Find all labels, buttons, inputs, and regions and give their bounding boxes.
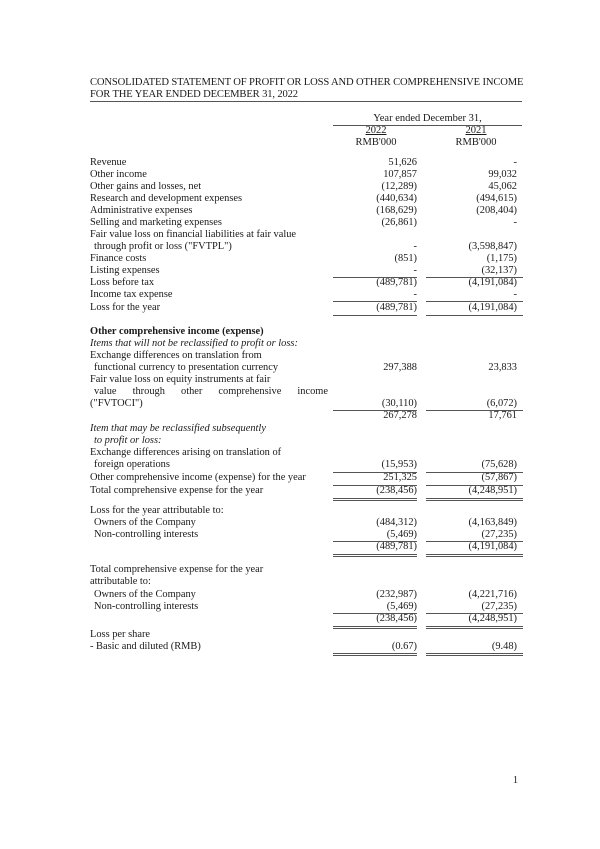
subsection-heading: Items that will not be reclassified to profit or loss: bbox=[90, 338, 298, 349]
title-line-1: CONSOLIDATED STATEMENT OF PROFIT OR LOSS AND OTHER COMPREHENSIVE INCOME bbox=[90, 77, 524, 88]
column-unit: RMB'000 bbox=[455, 136, 497, 148]
value-2021: (4,191,084) bbox=[468, 541, 517, 552]
value-2022: 107,857 bbox=[383, 169, 417, 180]
value-2022: 297,388 bbox=[383, 362, 417, 373]
value-2022: 267,278 bbox=[383, 410, 417, 421]
value-2021: 23,833 bbox=[488, 362, 517, 373]
row-may-reclassify-line1 bbox=[90, 423, 522, 435]
row-loss-attributable-heading bbox=[90, 505, 522, 517]
row-oci-heading bbox=[90, 326, 522, 338]
row-other-gains bbox=[90, 181, 522, 193]
value-2022: - bbox=[413, 289, 417, 300]
double-total-rule bbox=[333, 653, 417, 656]
value-2021: - bbox=[513, 157, 517, 168]
row-label: Fair value loss on financial liabilities at fair value bbox=[90, 229, 297, 240]
value-2021: (27,235) bbox=[481, 529, 517, 540]
value-2022: (30,110) bbox=[381, 398, 417, 409]
value-2021: (27,235) bbox=[481, 601, 517, 612]
row-loss-before-tax bbox=[90, 277, 522, 289]
value-2021: (57,867) bbox=[481, 472, 517, 483]
value-2021: (3,598,847) bbox=[468, 241, 517, 252]
row-other-income bbox=[90, 169, 522, 181]
total-rule bbox=[333, 315, 417, 316]
row-loss-for-year bbox=[90, 302, 522, 314]
row-label: Other income bbox=[90, 169, 147, 180]
row-admin-expenses bbox=[90, 205, 522, 217]
row-loss-owners bbox=[90, 517, 522, 529]
double-total-rule bbox=[333, 554, 417, 557]
row-label: Loss for the year attributable to: bbox=[90, 505, 224, 516]
row-label: Exchange differences on translation from bbox=[90, 350, 262, 361]
row-label: Fair value loss on equity instruments at fair bbox=[90, 374, 271, 385]
row-label: value through other comprehensive income bbox=[94, 386, 328, 397]
row-listing-expenses bbox=[90, 265, 522, 277]
value-2021: (4,191,084) bbox=[468, 302, 517, 313]
value-2022: - bbox=[413, 241, 417, 252]
row-label: Loss per share bbox=[90, 629, 151, 640]
row-revenue bbox=[90, 157, 522, 169]
row-label: Total comprehensive expense for the year bbox=[90, 485, 264, 496]
row-loss-per-share-heading bbox=[90, 629, 522, 641]
row-label: Non-controlling interests bbox=[94, 601, 199, 612]
row-exchange-differences bbox=[90, 362, 522, 374]
row-label: ("FVTOCI") bbox=[90, 398, 143, 409]
row-label: Listing expenses bbox=[90, 265, 160, 276]
value-2022: (0.67) bbox=[391, 641, 417, 652]
value-2022: (440,634) bbox=[376, 193, 417, 204]
value-2022: (26,861) bbox=[381, 217, 417, 228]
value-2021: (208,404) bbox=[476, 205, 517, 216]
row-label: Revenue bbox=[90, 157, 127, 168]
value-2022: (5,469) bbox=[386, 601, 417, 612]
value-2021: 17,761 bbox=[488, 410, 517, 421]
row-may-reclassify-line2 bbox=[90, 435, 522, 447]
value-2021: (9.48) bbox=[491, 641, 517, 652]
row-tce-owners bbox=[90, 589, 522, 601]
row-label: Non-controlling interests bbox=[94, 529, 199, 540]
row-foreign-operations bbox=[90, 459, 522, 471]
row-not-reclassified-heading bbox=[90, 338, 522, 350]
value-2022: 251,325 bbox=[383, 472, 417, 483]
row-foreign-line1 bbox=[90, 447, 522, 459]
row-label: - Basic and diluted (RMB) bbox=[90, 641, 201, 652]
value-2021: 45,062 bbox=[488, 181, 517, 192]
value-2022: (15,953) bbox=[381, 459, 417, 470]
row-loss-attributable-total bbox=[90, 541, 522, 553]
row-total-comprehensive-expense bbox=[90, 485, 522, 497]
row-label: functional currency to presentation currency bbox=[94, 362, 279, 373]
row-tce-attributable-line2 bbox=[90, 576, 522, 588]
period-header: Year ended December 31, bbox=[333, 112, 522, 126]
row-label: Finance costs bbox=[90, 253, 147, 264]
row-label: Owners of the Company bbox=[94, 517, 196, 528]
row-not-reclassified-subtotal bbox=[90, 410, 522, 422]
row-tce-total bbox=[90, 613, 522, 625]
value-2022: 51,626 bbox=[388, 157, 417, 168]
column-unit: RMB'000 bbox=[355, 136, 397, 148]
value-2022: (232,987) bbox=[376, 589, 417, 600]
row-label: Other comprehensive income (expense) for the year bbox=[90, 472, 306, 483]
row-fvtpl bbox=[90, 241, 522, 253]
total-rule bbox=[426, 315, 523, 316]
value-2022: (5,469) bbox=[386, 529, 417, 540]
value-2022: (238,456) bbox=[376, 613, 417, 624]
row-loss-nci bbox=[90, 529, 522, 541]
row-fvtpl-line1 bbox=[90, 229, 522, 241]
value-2021: - bbox=[513, 289, 517, 300]
row-basic-diluted bbox=[90, 641, 522, 653]
row-oci-for-year bbox=[90, 472, 522, 484]
value-2021: (4,221,716) bbox=[468, 589, 517, 600]
row-label: Income tax expense bbox=[90, 289, 173, 300]
statement-title bbox=[90, 77, 522, 102]
row-label: Loss for the year bbox=[90, 302, 161, 313]
row-label: Loss before tax bbox=[90, 277, 155, 288]
row-label: Selling and marketing expenses bbox=[90, 217, 222, 228]
row-tce-nci bbox=[90, 601, 522, 613]
row-label: Owners of the Company bbox=[94, 589, 196, 600]
double-total-rule bbox=[426, 554, 523, 557]
row-finance-costs bbox=[90, 253, 522, 265]
value-2021: (75,628) bbox=[481, 459, 517, 470]
subsection-heading: to profit or loss: bbox=[94, 435, 162, 446]
title-line-2: FOR THE YEAR ENDED DECEMBER 31, 2022 bbox=[90, 88, 298, 100]
value-2022: (489,781) bbox=[376, 302, 417, 313]
row-label: Administrative expenses bbox=[90, 205, 193, 216]
row-label: through profit or loss ("FVTPL") bbox=[94, 241, 232, 252]
row-label: foreign operations bbox=[94, 459, 170, 470]
column-year: 2022 bbox=[365, 125, 387, 136]
value-2021: 99,032 bbox=[488, 169, 517, 180]
value-2021: (494,615) bbox=[476, 193, 517, 204]
double-total-rule bbox=[426, 653, 523, 656]
row-selling-expenses bbox=[90, 217, 522, 229]
column-header-2021 bbox=[430, 125, 522, 148]
row-fvtoci-line1 bbox=[90, 374, 522, 386]
row-label: attributable to: bbox=[90, 576, 151, 587]
value-2022: (851) bbox=[394, 253, 417, 264]
row-fvtoci-line2 bbox=[90, 386, 522, 398]
row-label: Research and development expenses bbox=[90, 193, 243, 204]
value-2021: (4,248,951) bbox=[468, 613, 517, 624]
value-2022: (489,781) bbox=[376, 541, 417, 552]
section-heading: Other comprehensive income (expense) bbox=[90, 326, 264, 337]
column-header-2022 bbox=[330, 125, 422, 148]
subsection-heading: Item that may be reclassified subsequently bbox=[90, 423, 266, 434]
value-2021: (1,175) bbox=[486, 253, 517, 264]
double-total-rule bbox=[333, 498, 417, 501]
value-2021: (4,163,849) bbox=[468, 517, 517, 528]
row-label: Other gains and losses, net bbox=[90, 181, 202, 192]
value-2021: (32,137) bbox=[481, 265, 517, 276]
page-number: 1 bbox=[513, 775, 518, 786]
value-2022: (489,781) bbox=[376, 277, 417, 288]
column-year: 2021 bbox=[465, 125, 487, 136]
value-2022: (12,289) bbox=[381, 181, 417, 192]
value-2022: - bbox=[413, 265, 417, 276]
row-exchange-line1 bbox=[90, 350, 522, 362]
value-2021: (4,248,951) bbox=[468, 485, 517, 496]
value-2022: (168,629) bbox=[376, 205, 417, 216]
value-2022: (484,312) bbox=[376, 517, 417, 528]
row-fvtoci bbox=[90, 398, 522, 410]
row-rnd-expenses bbox=[90, 193, 522, 205]
value-2022: (238,456) bbox=[376, 485, 417, 496]
row-label: Exchange differences arising on translation of bbox=[90, 447, 282, 458]
double-total-rule bbox=[426, 498, 523, 501]
row-label: Total comprehensive expense for the year bbox=[90, 564, 264, 575]
row-income-tax bbox=[90, 289, 522, 301]
value-2021: (4,191,084) bbox=[468, 277, 517, 288]
row-tce-attributable-line1 bbox=[90, 564, 522, 576]
value-2021: - bbox=[513, 217, 517, 228]
value-2021: (6,072) bbox=[486, 398, 517, 409]
